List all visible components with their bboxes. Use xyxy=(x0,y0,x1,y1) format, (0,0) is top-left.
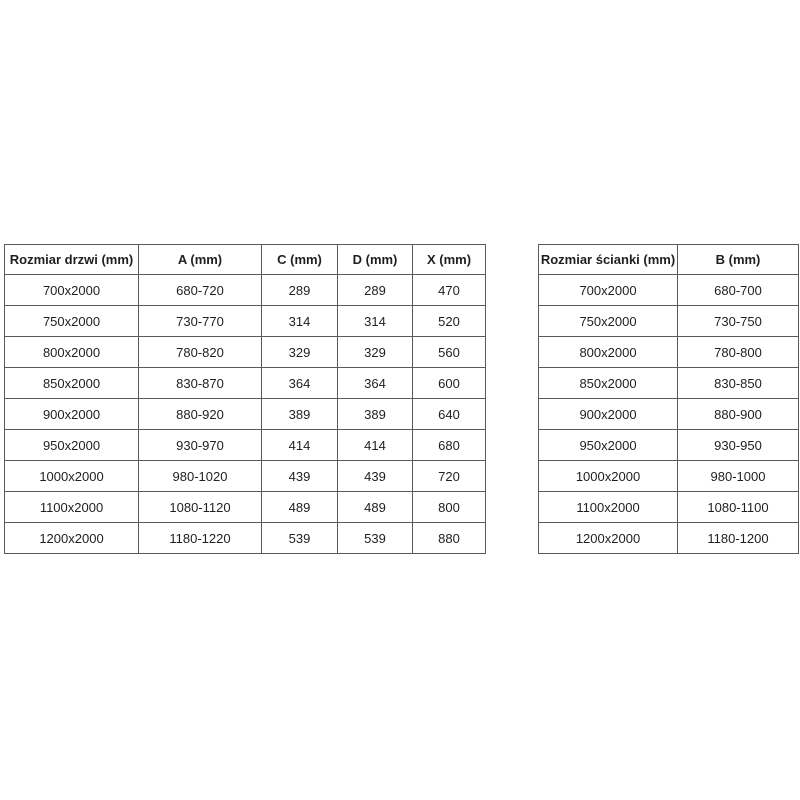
table-cell: 800 xyxy=(413,492,486,523)
table-cell: 880-920 xyxy=(139,399,262,430)
table-cell: 1080-1120 xyxy=(139,492,262,523)
table-cell: 539 xyxy=(338,523,413,554)
table-row xyxy=(5,337,486,368)
table-cell: 1200x2000 xyxy=(5,523,139,554)
table-cell: 700x2000 xyxy=(5,275,139,306)
table-cell: 520 xyxy=(413,306,486,337)
table-row xyxy=(5,492,486,523)
table-cell: 750x2000 xyxy=(5,306,139,337)
table-cell: 980-1020 xyxy=(139,461,262,492)
table-cell: 680 xyxy=(413,430,486,461)
table-cell: 700x2000 xyxy=(539,275,678,306)
table-cell: 329 xyxy=(262,337,338,368)
table-cell: 730-770 xyxy=(139,306,262,337)
table-row xyxy=(539,337,799,368)
table-cell: 364 xyxy=(262,368,338,399)
table-row xyxy=(539,399,799,430)
table-cell: 900x2000 xyxy=(539,399,678,430)
door-sizes-table xyxy=(4,244,486,554)
table-row xyxy=(5,368,486,399)
table-cell: 329 xyxy=(338,337,413,368)
table-cell: 314 xyxy=(338,306,413,337)
table-cell: 1000x2000 xyxy=(539,461,678,492)
column-header: D (mm) xyxy=(338,245,413,275)
wall-sizes-table xyxy=(538,244,799,554)
table-cell: 830-870 xyxy=(139,368,262,399)
table-cell: 750x2000 xyxy=(539,306,678,337)
table-cell: 780-820 xyxy=(139,337,262,368)
table-cell: 439 xyxy=(338,461,413,492)
table-cell: 930-970 xyxy=(139,430,262,461)
table-row xyxy=(5,430,486,461)
column-header: Rozmiar drzwi (mm) xyxy=(5,245,139,275)
column-header: C (mm) xyxy=(262,245,338,275)
wall-sizes-header-row xyxy=(539,245,799,275)
table-cell: 389 xyxy=(338,399,413,430)
table-cell: 389 xyxy=(262,399,338,430)
table-row xyxy=(5,523,486,554)
table-cell: 720 xyxy=(413,461,486,492)
table-row xyxy=(539,368,799,399)
table-row xyxy=(5,306,486,337)
table-cell: 489 xyxy=(262,492,338,523)
table-cell: 289 xyxy=(338,275,413,306)
table-cell: 1200x2000 xyxy=(539,523,678,554)
table-row xyxy=(5,399,486,430)
table-cell: 800x2000 xyxy=(5,337,139,368)
table-cell: 439 xyxy=(262,461,338,492)
table-cell: 680-720 xyxy=(139,275,262,306)
column-header: A (mm) xyxy=(139,245,262,275)
table-row xyxy=(539,523,799,554)
table-cell: 850x2000 xyxy=(539,368,678,399)
table-cell: 560 xyxy=(413,337,486,368)
table-cell: 470 xyxy=(413,275,486,306)
table-cell: 1180-1220 xyxy=(139,523,262,554)
table-row xyxy=(539,306,799,337)
table-cell: 414 xyxy=(338,430,413,461)
table-cell: 1100x2000 xyxy=(539,492,678,523)
table-cell: 1080-1100 xyxy=(678,492,799,523)
table-cell: 539 xyxy=(262,523,338,554)
table-cell: 640 xyxy=(413,399,486,430)
table-row xyxy=(539,430,799,461)
table-cell: 950x2000 xyxy=(5,430,139,461)
table-cell: 1180-1200 xyxy=(678,523,799,554)
table-row xyxy=(539,275,799,306)
table-cell: 414 xyxy=(262,430,338,461)
table-row xyxy=(5,275,486,306)
table-cell: 980-1000 xyxy=(678,461,799,492)
table-row xyxy=(5,461,486,492)
table-cell: 930-950 xyxy=(678,430,799,461)
table-cell: 830-850 xyxy=(678,368,799,399)
table-cell: 900x2000 xyxy=(5,399,139,430)
table-row xyxy=(539,461,799,492)
column-header: Rozmiar ścianki (mm) xyxy=(539,245,678,275)
table-cell: 780-800 xyxy=(678,337,799,368)
table-cell: 680-700 xyxy=(678,275,799,306)
table-cell: 289 xyxy=(262,275,338,306)
table-cell: 880-900 xyxy=(678,399,799,430)
table-cell: 950x2000 xyxy=(539,430,678,461)
table-cell: 850x2000 xyxy=(5,368,139,399)
table-cell: 314 xyxy=(262,306,338,337)
table-cell: 800x2000 xyxy=(539,337,678,368)
column-header: B (mm) xyxy=(678,245,799,275)
table-row xyxy=(539,492,799,523)
table-cell: 600 xyxy=(413,368,486,399)
table-cell: 880 xyxy=(413,523,486,554)
table-cell: 364 xyxy=(338,368,413,399)
table-cell: 1000x2000 xyxy=(5,461,139,492)
table-cell: 730-750 xyxy=(678,306,799,337)
door-sizes-header-row xyxy=(5,245,486,275)
table-cell: 1100x2000 xyxy=(5,492,139,523)
table-cell: 489 xyxy=(338,492,413,523)
column-header: X (mm) xyxy=(413,245,486,275)
